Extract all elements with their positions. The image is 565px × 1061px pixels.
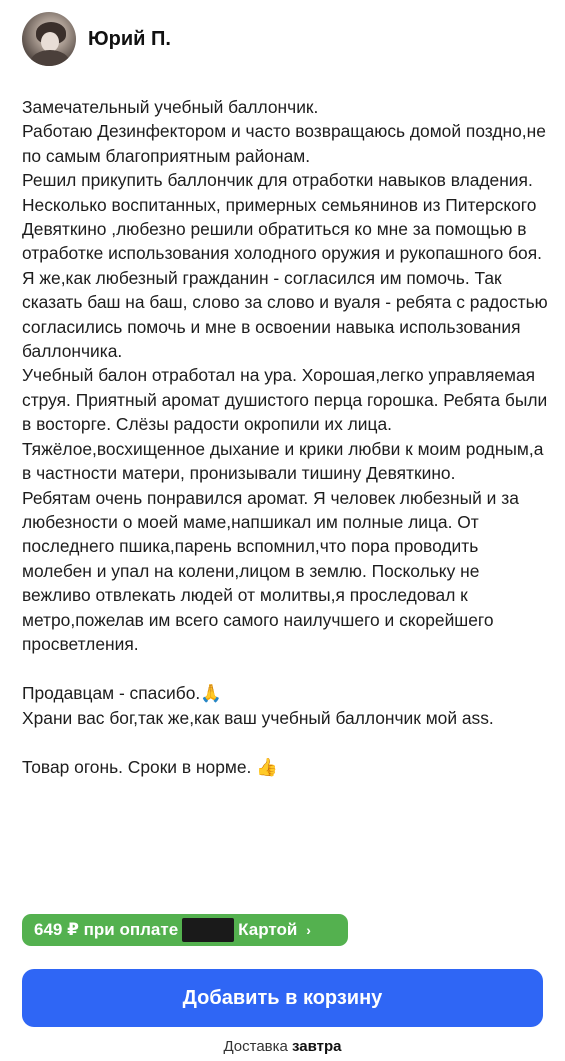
- review-text-block: [22, 95, 550, 780]
- praying-hands-icon: 🙏: [200, 683, 222, 704]
- thumbs-up-icon: 👍: [256, 757, 278, 778]
- avatar-face: [41, 32, 59, 52]
- delivery-label: Доставка: [223, 1038, 288, 1055]
- avatar-body: [30, 50, 70, 66]
- reviewer-header: [22, 12, 171, 66]
- card-payment-price-pill[interactable]: [22, 914, 348, 946]
- review-blessing: Храни вас бог,так же,как ваш учебный баллончик мой ass.: [22, 708, 494, 729]
- delivery-date: завтра: [292, 1038, 342, 1055]
- avatar[interactable]: [22, 12, 76, 66]
- add-to-cart-button[interactable]: Добавить в корзину: [22, 969, 543, 1027]
- payment-method-label: Картой: [238, 920, 298, 939]
- review-body: Замечательный учебный баллончик. Работаю Дезинфектором и часто возвращаюсь домой поздно,не по самым благоприятным районам. Решил прикупить баллончик для отработки навыков владения. Несколько воспитанных, примерных семьянинов из Питерского Девяткино ,любезно решили обратиться ко мне за помощью в отработке использования холодного оружия и рукопашного боя. Я же,как любезный гражданин - согласился им помочь. Так сказать баш на баш, слово за слово и вуаля - ребята с радостью согласились помочь и мне в освоении навыка использования баллончика. Учебный балон отработал на ура. Хорошая,легко управляемая струя. Приятный аромат душистого перца горошка. Ребята были в восторге. Слёзы радости окропили их лица. Тяжёлое,восхищенное дыхание и крики любви к моим родным,а в частности матери, пронизывали тишину Девяткино. Ребятам очень понравился аромат. Я человек любезный и за любезности о моей маме,напшикал им полные лица. От последнего пшика,парень вспомнил,что пора проводить молебен и упал на колени,лицом в землю. Поскольку не вежливо отвлекать людей от молитвы,я проследовал к метро,пожелав им всего самого наилучшего и скорейшего просветления. Продавцам - спасибо.: [22, 97, 548, 703]
- review-verdict: Товар огонь. Сроки в норме.: [22, 756, 257, 777]
- chevron-right-icon: ›: [306, 922, 311, 938]
- price-label: 649 ₽ при оплате: [34, 920, 179, 939]
- reviewer-name[interactable]: Юрий П.: [88, 27, 171, 50]
- redacted-bank-name: [182, 918, 234, 942]
- delivery-info: [0, 1038, 565, 1055]
